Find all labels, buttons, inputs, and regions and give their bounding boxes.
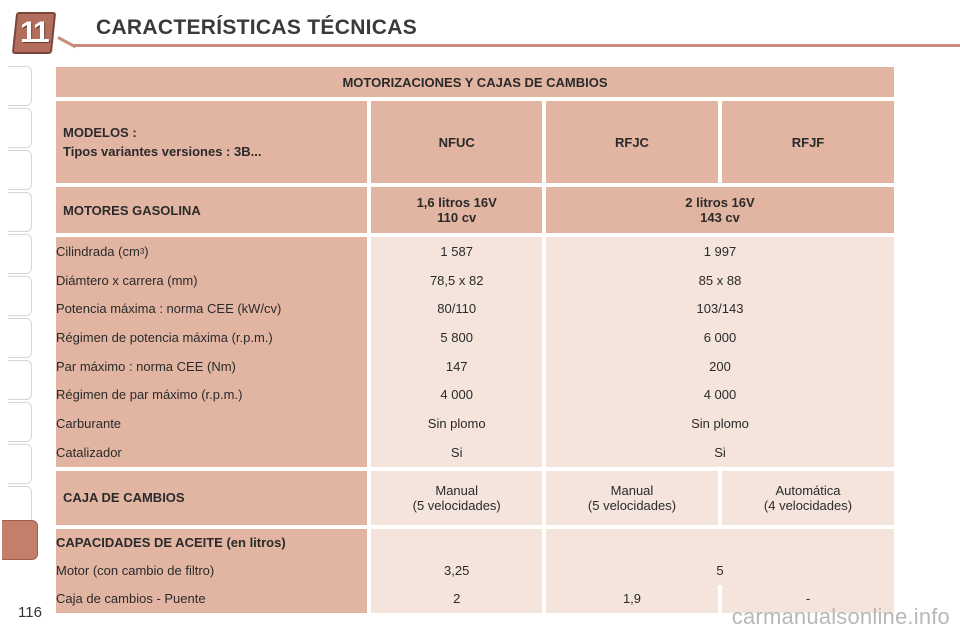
side-tab-5[interactable]	[8, 234, 32, 274]
spec-label: Catalizador	[56, 444, 122, 460]
gearbox-1-cell	[371, 471, 542, 525]
chapter-number: 11	[20, 16, 48, 49]
side-tab-6[interactable]	[8, 276, 32, 316]
variants-label: Tipos variantes versiones : 3B...	[63, 144, 262, 159]
spec-value: 1 997	[703, 243, 737, 259]
gearbox-2-type: Manual	[610, 482, 654, 498]
spec-value: 78,5 x 82	[429, 272, 484, 288]
specs-table	[52, 63, 898, 617]
engine-2-power: 143 cv	[700, 210, 740, 225]
side-tab-2[interactable]	[8, 108, 32, 148]
spec-value: Sin plomo	[427, 415, 486, 431]
oil-gearbox-value-1: 2	[453, 591, 461, 606]
model-code-rfjf: RFJF	[722, 101, 894, 183]
side-tab-12-active[interactable]	[2, 520, 38, 560]
models-label-cell	[56, 101, 367, 183]
engine-1-values-cell	[371, 237, 542, 467]
oil-gearbox-value-3: -	[805, 591, 811, 606]
spec-value: 4 000	[703, 387, 737, 403]
spec-value: Si	[450, 444, 463, 460]
model-code-rfjc: RFJC	[546, 101, 718, 183]
spec-labels-cell	[56, 237, 367, 467]
side-tab-7[interactable]	[8, 318, 32, 358]
models-label: MODELOS :	[63, 125, 137, 140]
table-title: MOTORIZACIONES Y CAJAS DE CAMBIOS	[56, 67, 894, 97]
spec-label: Par máximo : norma CEE (Nm)	[56, 358, 236, 374]
spec-value: 1 587	[440, 243, 473, 259]
engine-1-displacement: 1,6 litros 16V	[416, 195, 497, 210]
oil-engine-label: Motor (con cambio de filtro)	[56, 563, 215, 578]
spec-value: 80/110	[437, 301, 477, 317]
header-rule	[72, 44, 960, 47]
spec-value: 200	[709, 358, 731, 374]
spec-value: 147	[445, 358, 468, 374]
side-tab-4[interactable]	[8, 192, 32, 232]
page-number: 116	[18, 604, 42, 621]
side-tab-10[interactable]	[8, 444, 32, 484]
chapter-badge	[12, 12, 56, 54]
spec-label: Potencia máxima : norma CEE (kW/cv)	[56, 301, 282, 317]
spec-label: Carburante	[56, 415, 122, 431]
oil-engine-value-1: 3,25	[444, 563, 470, 578]
gearbox-3-speeds: (4 velocidades)	[763, 497, 853, 513]
gearbox-1-type: Manual	[435, 482, 479, 498]
oil-capacity-label: CAPACIDADES DE ACEITE (en litros)	[56, 535, 286, 550]
spec-label: Diámtero x carrera (mm)	[56, 272, 198, 288]
spec-value: 5 800	[440, 329, 473, 345]
spec-label: Cilindrada (cm 3 )	[56, 243, 149, 259]
spec-label: Régimen de potencia máxima (r.p.m.)	[56, 329, 273, 345]
model-code-nfuc: NFUC	[371, 101, 542, 183]
watermark: carmanualsonline.info	[731, 604, 950, 629]
oil-values-col-1	[371, 529, 542, 613]
gearbox-2-cell	[546, 471, 718, 525]
gearbox-3-type: Automática	[775, 482, 841, 498]
spec-label: Régimen de par máximo (r.p.m.)	[56, 387, 243, 403]
chapter-side-tabs	[8, 66, 32, 578]
side-tab-8[interactable]	[8, 360, 32, 400]
spec-value: 6 000	[703, 329, 737, 345]
oil-engine-value-2: 5	[716, 563, 724, 578]
gearbox-1-speeds: (5 velocidades)	[412, 497, 501, 513]
gearbox-3-cell	[722, 471, 894, 525]
side-tab-3[interactable]	[8, 150, 32, 190]
spec-value: Si	[714, 444, 726, 460]
engine-2-displacement: 2 litros 16V	[685, 195, 755, 210]
engine-1-power: 110 cv	[437, 210, 477, 225]
side-tab-9[interactable]	[8, 402, 32, 442]
oil-gearbox-label: Caja de cambios - Puente	[56, 591, 206, 606]
page-title: CARACTERÍSTICAS TÉCNICAS	[96, 16, 418, 39]
side-tab-1[interactable]	[8, 66, 32, 106]
spec-value: 85 x 88	[698, 272, 742, 288]
engine-2-cell	[546, 187, 894, 233]
oil-labels-cell	[56, 529, 367, 613]
spec-value: 4 000	[440, 387, 473, 403]
gearbox-label: CAJA DE CAMBIOS	[56, 471, 367, 525]
spec-value: Sin plomo	[691, 415, 749, 431]
spec-value: 103/143	[696, 301, 744, 317]
gearbox-2-speeds: (5 velocidades)	[587, 497, 677, 513]
engines-label: MOTORES GASOLINA	[56, 187, 367, 233]
oil-values-col-2	[546, 529, 894, 613]
engine-2-values-cell	[546, 237, 894, 467]
oil-gearbox-value-2: 1,9	[622, 591, 642, 606]
engine-1-cell	[371, 187, 542, 233]
